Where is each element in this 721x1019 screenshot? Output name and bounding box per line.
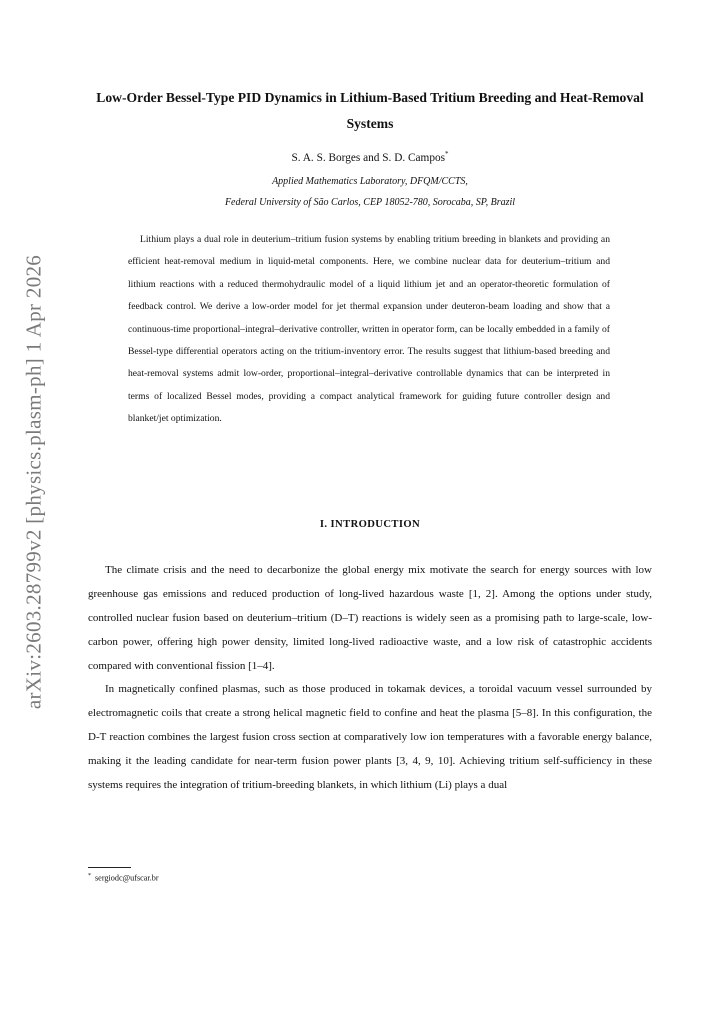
affiliation-line-1: Applied Mathematics Laboratory, DFQM/CCTS, (272, 176, 468, 187)
footnote-mark: * (88, 873, 91, 879)
affiliation-line-2: Federal University of São Carlos, CEP 18052-780, Sorocaba, SP, Brazil (224, 197, 516, 208)
paper-title: Low-Order Bessel-Type PID Dynamics in Lithium-Based Tritium Breeding and Heat-Removal Systems (96, 90, 644, 131)
footnote-rule (88, 867, 131, 868)
arxiv-identifier: arXiv:2603.28799v2 [physics.plasm-ph] 1 Apr 2026 (21, 254, 46, 710)
section-heading-introduction: I. INTRODUCTION (319, 519, 421, 530)
intro-paragraph-1: The climate crisis and the need to decarbonize the global energy mix motivate the search for energy sources with low greenhouse gas emissions and reduced production of long-lived hazardous waste [1, 2]. Among the options under study, controlled nuclear fusion based on deuterium–tritium (D–T) reactions is widely seen as a promising path to large-scale, low-carbon power, offering high power density, limited long-lived radioactive waste, and a low risk of catastrophic accidents compared with conventional fission [1–4]. (88, 564, 652, 672)
author-names: S. A. S. Borges and S. D. Campos (291, 151, 446, 164)
footnote (88, 873, 159, 883)
abstract: Lithium plays a dual role in deuterium–tritium fusion systems by enabling tritium breeding in blankets and providing an efficient heat-removal medium in liquid-metal components. Here, we combine nuclear data for deuterium–tritium and lithium reactions with a reduced thermohydraulic model of a liquid lithium jet and an operator-theoretic formulation of feedback control. We derive a low-order model for jet thermal expansion under deuteron-beam loading and show that a continuous-time proportional–integral–derivative controller, written in operator form, can be locally embedded in a family of Bessel-type differential operators acting on the tritium-inventory error. The results suggest that lithium-based breeding and heat-removal systems admit low-order, proportional–integral–derivative controllable dynamics that can be interpreted in terms of localized Bessel modes, providing a compact analytical framework for guiding future controller design and blanket/jet optimization. (128, 234, 610, 425)
intro-paragraph-2: In magnetically confined plasmas, such as those produced in tokamak devices, a toroidal vacuum vessel surrounded by electromagnetic coils that create a strong helical magnetic field to confine and heat the plasma [5–8]. In this configuration, the D-T reaction combines the largest fusion cross section at comparatively low ion temperatures with a favorable energy balance, making it the leading candidate for near-term fusion power plants [3, 4, 9, 10]. Achieving tritium self-sufficiency in these systems requires the integration of tritium-breeding blankets, in which lithium (Li) plays a dual (88, 683, 652, 791)
author-line (90, 150, 650, 164)
author-footnote-mark: * (445, 150, 449, 158)
footnote-email: sergiodc@ufscar.br (95, 873, 159, 883)
